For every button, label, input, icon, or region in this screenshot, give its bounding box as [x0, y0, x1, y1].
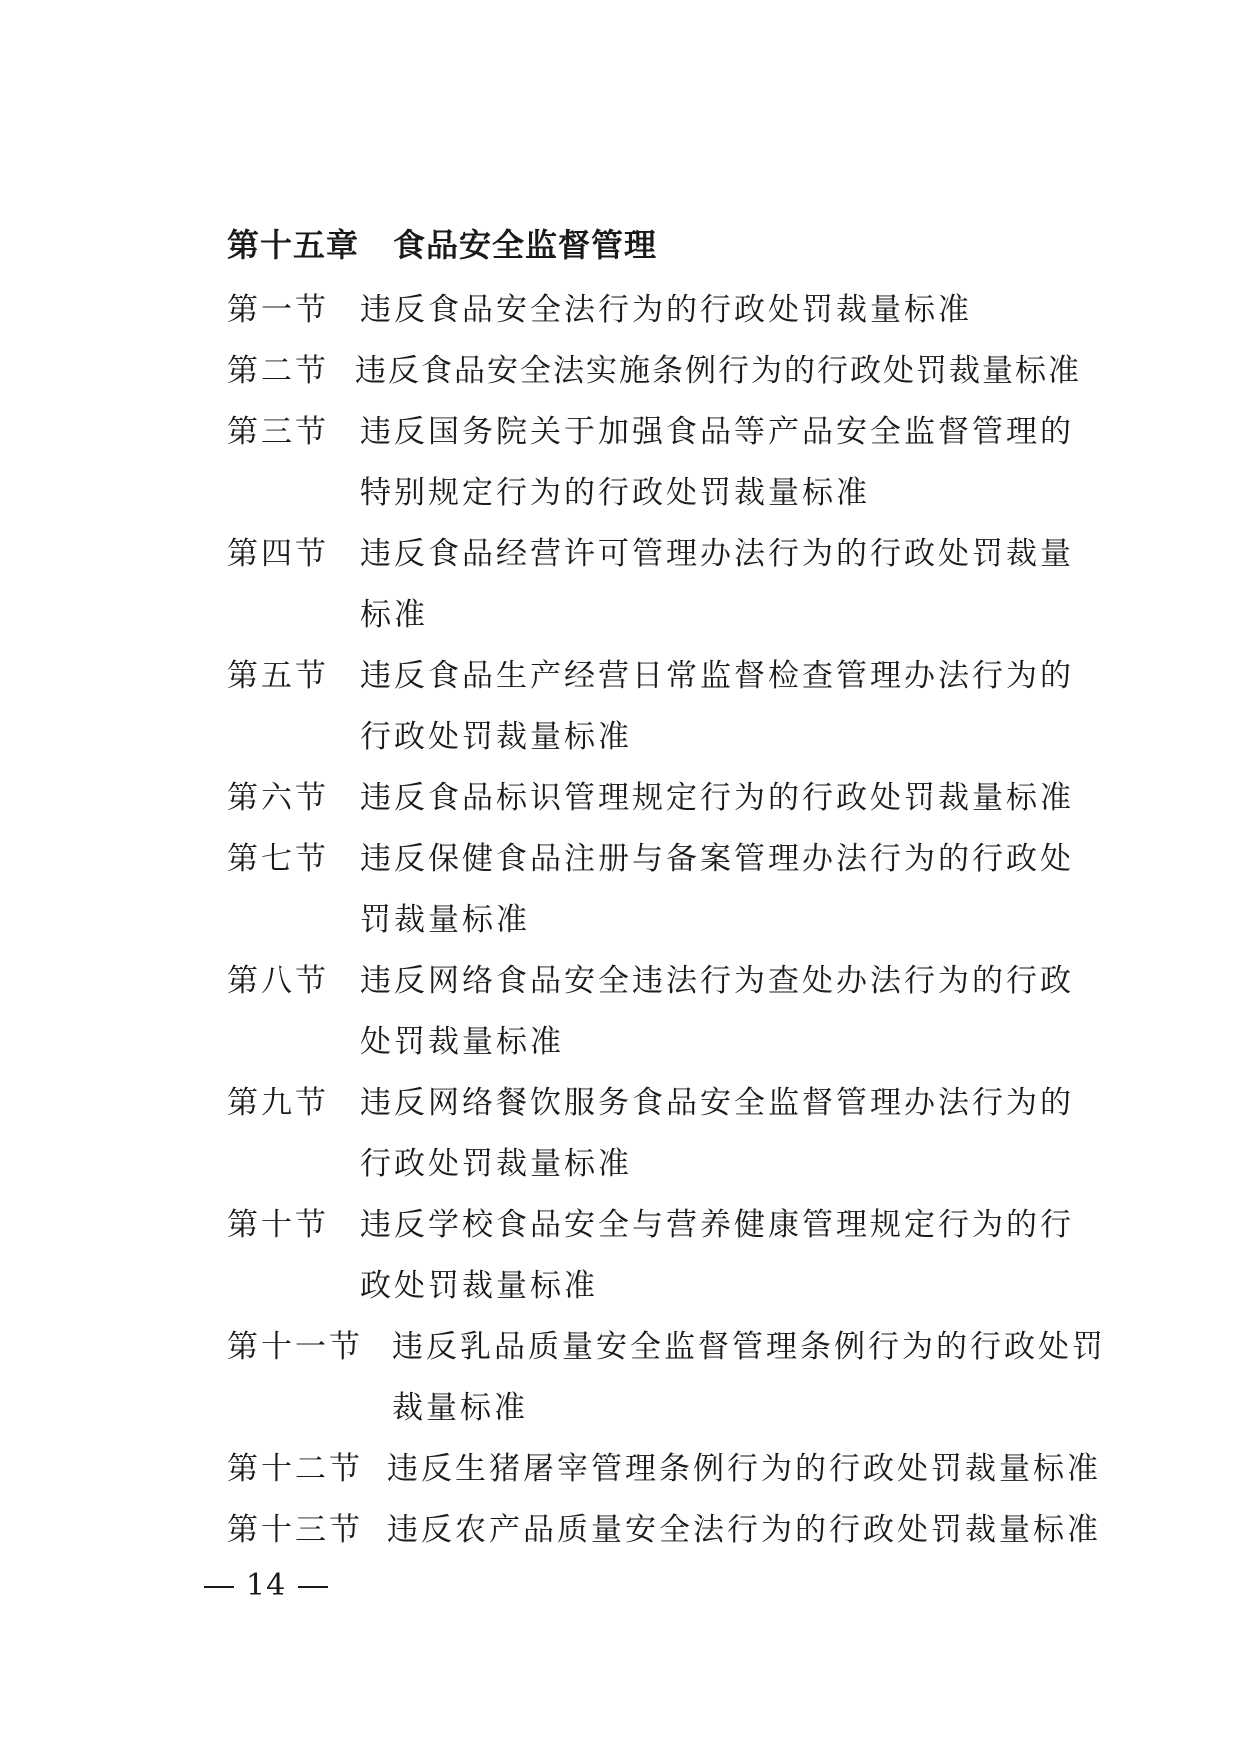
section-label: 第六节: [227, 780, 329, 816]
section-title: 违反网络食品安全违法行为查处办法行为的行政处罚裁量标准: [360, 963, 1074, 1060]
section-label: 第五节: [227, 658, 329, 694]
section-item-5: [227, 646, 1107, 768]
section-title: 违反食品安全法实施条例行为的行政处罚裁量标准: [355, 353, 1081, 389]
section-item-7: [227, 829, 1107, 951]
section-item-13: [227, 1500, 1107, 1561]
section-title: 违反国务院关于加强食品等产品安全监督管理的特别规定行为的行政处罚裁量标准: [360, 414, 1074, 511]
section-title: 违反乳品质量安全监督管理条例行为的行政处罚裁量标准: [392, 1329, 1106, 1426]
section-title: 违反生猪屠宰管理条例行为的行政处罚裁量标准: [387, 1451, 1101, 1487]
section-label: 第十二节: [227, 1451, 363, 1487]
page-number-dash-left: [204, 1586, 234, 1588]
section-label: 第一节: [227, 292, 329, 328]
section-label: 第四节: [227, 536, 329, 572]
section-item-4: [227, 524, 1107, 646]
page-number-dash-right: [298, 1586, 328, 1588]
section-label: 第十三节: [227, 1512, 363, 1548]
section-item-12: [227, 1439, 1107, 1500]
section-title: 违反网络餐饮服务食品安全监督管理办法行为的行政处罚裁量标准: [360, 1085, 1074, 1182]
section-title: 违反食品标识管理规定行为的行政处罚裁量标准: [360, 780, 1074, 816]
section-title: 违反食品经营许可管理办法行为的行政处罚裁量标准: [360, 536, 1074, 633]
section-label: 第八节: [227, 963, 329, 999]
section-list: [227, 280, 1107, 1561]
section-item-10: [227, 1195, 1107, 1317]
section-item-6: [227, 768, 1107, 829]
section-label: 第三节: [227, 414, 329, 450]
section-label: 第九节: [227, 1085, 329, 1121]
page-number: 14: [246, 1568, 287, 1603]
section-title: 违反食品安全法行为的行政处罚裁量标准: [360, 292, 972, 328]
page-footer: [192, 1568, 340, 1603]
section-title: 违反农产品质量安全法行为的行政处罚裁量标准: [387, 1512, 1101, 1548]
section-item-8: [227, 951, 1107, 1073]
section-label: 第十一节: [227, 1329, 363, 1365]
chapter-number: 第十五章: [227, 226, 360, 264]
section-title: 违反学校食品安全与营养健康管理规定行为的行政处罚裁量标准: [360, 1207, 1074, 1304]
section-item-1: [227, 280, 1107, 341]
section-item-9: [227, 1073, 1107, 1195]
section-label: 第七节: [227, 841, 329, 877]
section-title: 违反食品生产经营日常监督检查管理办法行为的行政处罚裁量标准: [360, 658, 1074, 755]
section-title: 违反保健食品注册与备案管理办法行为的行政处罚裁量标准: [360, 841, 1074, 938]
section-item-2: [227, 341, 1107, 402]
chapter-heading: [227, 220, 657, 266]
chapter-title: 食品安全监督管理: [393, 226, 658, 264]
section-label: 第十节: [227, 1207, 329, 1243]
section-item-11: [227, 1317, 1107, 1439]
section-label: 第二节: [227, 353, 329, 389]
section-item-3: [227, 402, 1107, 524]
